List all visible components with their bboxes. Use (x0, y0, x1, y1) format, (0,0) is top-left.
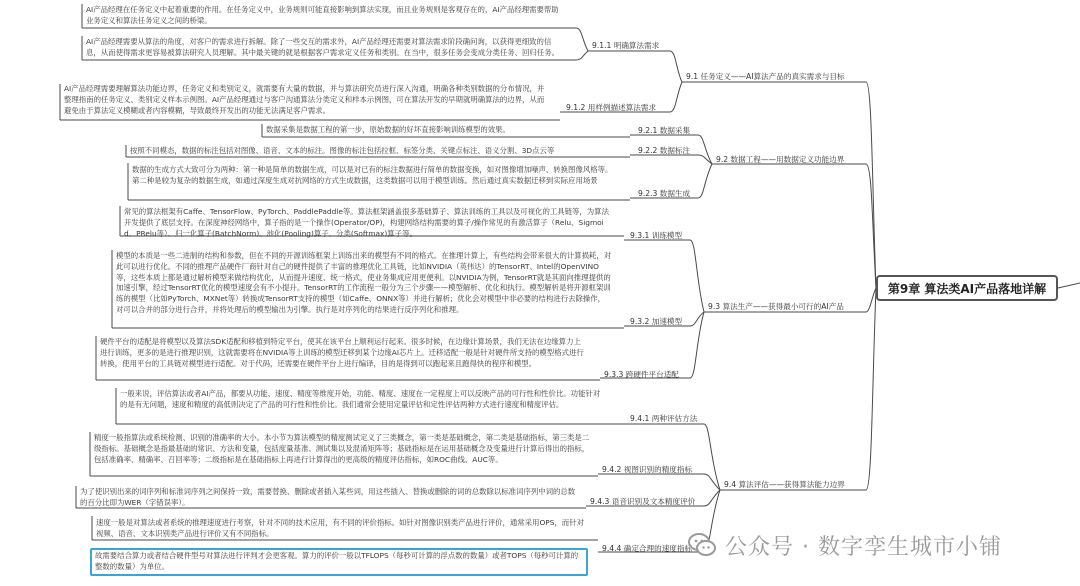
subsection-9-1-1[interactable]: 9.1.1 明确算法需求 (592, 41, 660, 50)
subsection-9-3-3[interactable]: 9.3.3 跨硬件平台适配 (604, 370, 679, 379)
connector-root-9-2 (866, 164, 876, 288)
note-vision-accuracy-metrics[interactable]: 精度一般指算法或系统检测、识别的准确率的大小。本小节为算法模型的精度测试定义了三类概念，第一类是基础概念，第二类是基础指标，第三类是二级指标。基础概念是指最基础的常识、方法和变量，包括度量基准、测试集以及混淆矩阵等；基础指标是在运用基础概念及变量进行计算后得出的指标，包括准确率、精确率、召回率等；二级指标是在基础指标上再进行计算得出的更高级的精度评估指标，如ROC曲线、AUC等。 (94, 433, 590, 464)
note-data-generation[interactable]: 数据的生成方式大致可分为两种：第一种是简单的数据生成，可以是对已有的标注数据进行简单的数据变换，如对图像增加噪声、转换图像风格等。第二种是较为复杂的数据生成，如通过深度生成对抗网络的方式生成数据，这类数据可以用于模型训练。然后通过真实数据迁移到实际应用场景 (132, 165, 613, 185)
connector-root-9-3 (866, 288, 876, 312)
note-hardware-adaptation[interactable]: 硬件平台的适配是将模型以及算法SDK适配和移植到特定平台，使其在该平台上顺利运行起来。很多时候，在边缘计算场景，我们无法在边缘算力上进行训练，更多的是进行推理识别，这就需要将在NVIDIA等上训练的模型迁移到某个边缘AI芯片上。迁移适配一般是针对硬件所支持的模型格式进行转换，使用平台的工具链对模型进行适配。对于代码，还需要在硬件平台上进行编译，目的是得到可以跑起来且跑得快的程序和模型。 (100, 337, 584, 368)
note-data-collection[interactable]: 数据采集是数据工程的第一步，原始数据的好坏直接影响训练模型的效果。 (266, 125, 510, 134)
connector-root-9-4 (866, 288, 876, 490)
subsection-9-1-2[interactable]: 9.1.2 用样例描述算法需求 (566, 103, 657, 112)
note-accelerate-model[interactable]: 模型的本质是一些二进制的结构和参数，但在不同的开源训练框架上训练出来的模型有不同的格式。在推理计算上，有些结构会带来很大的计算损耗，对此可以进行优化。不同的推理产品硬件厂商针对自己的硬件提供了丰富的推理优化工具链，比如NVIDIA（英伟达）的TensorRT、Intel的OpenVINO等，这些本质上都是通过解析模型来做结构优化，从而提升速度、统一格式，使业务集成应用更便利。以NVIDIA为例，TensorRT就是其面向推理提供的加速引擎，经过TensorRT优化的模型速度会有不小提升。TensorRT的工作流程一般分为三个步骤——模型解析、优化和执行。模型解析是将开源框架训练的模型（比如PyTorch、MXNet等）转换成TensorRT支持的模型（如Caffe、ONNX等）并进行解析；优化会对模型中非必要的结构进行去除操作，对可以合并的部分进行合并，并将处理后的模型输出为引擎。执行是对序列化的结果进行反序列化和推理。 (116, 251, 612, 314)
note-speed-evaluation[interactable]: 速度一般是对算法或者系统的推理速度进行考察，针对不同的技术应用，有不同的评价指标。如针对图像识别类产品进行评价，通常采用OPS，而针对视频、语音、文本识别类产品进行评价又有不同指标。 (96, 518, 584, 538)
section-9-3[interactable]: 9.3 算法生产——获得最小可行的AI产品 (708, 302, 844, 311)
root-node-chapter-9[interactable]: 第9章 算法类AI产品落地详解 (876, 275, 1058, 301)
subsection-9-2-2[interactable]: 9.2.2 数据标注 (638, 146, 691, 155)
note-train-model[interactable]: 常见的算法框架有Caffe、TensorFlow、PyTorch、PaddlePaddle等。算法框架涵盖很多基础算子、算法训练的工具以及可视化的工具链等，为算法开发提供了底层支持。在深度神经网络中，算子指的是一个操作(Operator/OP)，构建网络结构需要的算子/操作常见的有激活算子（Relu、Sigmoid、PRelu等）、归一化算子(BatchNorm)、池化(Pooling)算子、分类(Softmax)算子等。 (124, 207, 609, 238)
section-9-2[interactable]: 9.2 数据工程——用数据定义功能边界 (716, 155, 845, 164)
section-9-4[interactable]: 9.4 算法评估——获得算法能力边界 (724, 480, 845, 489)
subsection-9-3-1[interactable]: 9.3.1 训练模型 (630, 231, 683, 240)
subsection-9-4-1[interactable]: 9.4.1 两种评估方法 (630, 414, 698, 423)
subsection-9-4-3[interactable]: 9.4.3 语音识别及文本精度评价 (590, 497, 696, 506)
subsection-9-2-1[interactable]: 9.2.1 数据采集 (638, 126, 691, 135)
section-9-1[interactable]: 9.1 任务定义——AI算法产品的真实需求与目标 (686, 72, 845, 81)
note-task-definition-role[interactable]: AI产品经理在任务定义中起着重要的作用。在任务定义中，业务规则可能直接影响到算法实现，而且业务规则是客观存在的，AI产品经理需要帮助业务定义和算法任务定义之间的桥梁。 (86, 5, 559, 25)
subsection-9-4-2[interactable]: 9.4.2 视图识别的精度指标 (602, 465, 693, 474)
subsection-9-3-2[interactable]: 9.3.2 加速模型 (630, 317, 683, 326)
note-sample-description[interactable]: AI产品经理需要理解算法功能边界，任务定义和类别定义，就需要有大量的数据，并与算法研究员进行深入沟通，明确各种类别数据的分布情况，并整理指南的任务定义、类别定义样本示例图。AI产品经理通过与客户沟通算法分类定义和样本示例图，可在算法开发的早期就明确算法的边界，从而避免由于算法定义模糊或者内容模糊，导致最终开发出的功能无法满足客户需求。 (64, 84, 545, 115)
connector-root-9-1 (866, 82, 876, 288)
note-compute-power-selected[interactable]: 故需要结合算力或者结合硬件型号对算法进行评判才会更客观。算力的评价一般以TFLOPS（每秒可计算的浮点数的数量）或者TOPS（每秒可计算的整数的数量）为单位。 (90, 548, 588, 576)
watermark-text: 公众号 · 数字孪生城市小铺 (725, 534, 1002, 560)
note-two-evaluation-methods[interactable]: 一般来说，评估算法或者AI产品，都要从功能、速度、精度等维度开始，功能、精度、速度在一定程度上可以反映产品的可行性和性价比。功能针对的是有无问题，速度和精度的高低则决定了产品的可行性和性价比。我们通常会使用定量评估和定性评估两种方式进行速度和精度评估。 (120, 389, 601, 409)
note-algorithm-requirement-breakdown[interactable]: AI产品经理需要从算法的角度，对客户的需求进行拆解。除了一些交互的需求外，AI产品经理还需要对算法需求阶段确问询，以获得更细致的信息，从而使得需求更容易被算法研究人员理解。其中最关键的就是根据客户需求定义任务和类别。在当中，很多任务会变成分类任务、回归任务。 (86, 37, 560, 57)
note-wer-definition[interactable]: 为了使识别出来的词序列和标准词序列之间保持一致，需要替换、删除或者插入某些词，用这些插入、替换或删除的词的总数除以标准词序列中词的总数的百分比即为WER（字错误率）。 (80, 487, 576, 507)
subsection-9-2-3[interactable]: 9.2.3 数据生成 (638, 189, 691, 198)
subsection-9-4-4[interactable]: 9.4.4 确定合理的速度指标 (602, 544, 693, 553)
note-data-labeling[interactable]: 按照不同模态，数据的标注包括对图像、语音、文本的标注。图像的标注包括拉框、标签分类、关键点标注、语义分割、3D点云等 (130, 146, 555, 155)
wechat-icon (687, 530, 717, 560)
watermark (687, 525, 1047, 565)
